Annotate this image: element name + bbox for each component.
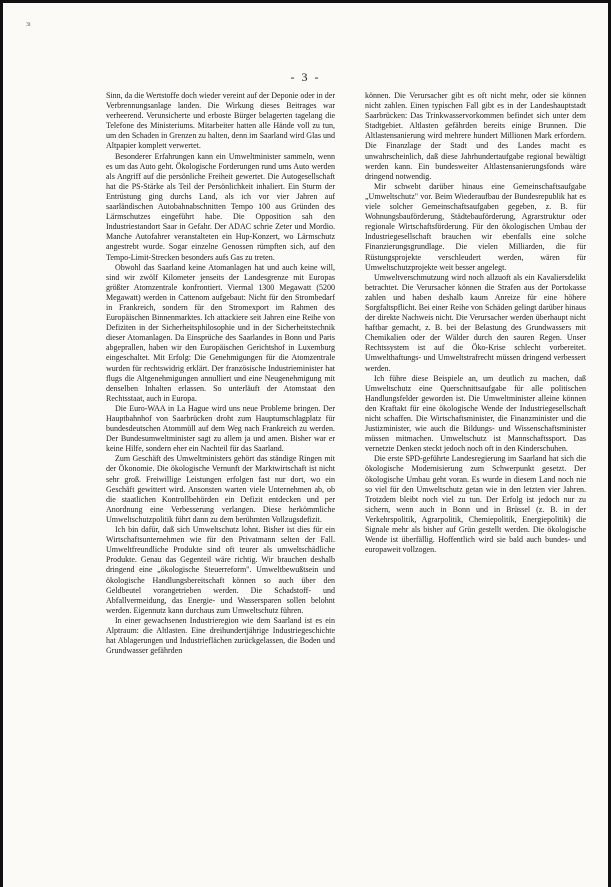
paragraph: können. Die Verursacher gibt es oft nicht mehr, oder sie können nicht zahlen. Einen typischen Fall gibt es in der Landeshauptstadt Saarbrücken: Das Trinkwasservorkommen befindet sich unter dem Stadtgebiet. Altlasten gefährden bereits einige Brunnen. Die Altlastensanierung wird mehrere hundert Millionen Mark erfordern. Die Finanzlage der Stadt und des Landes macht es unwahrscheinlich, daß diese Jahrhundertaufgabe regional bewältigt werden kann. Ein bundesweiter Altlastensanierungsfonds wäre dringend notwendig.	[365, 91, 586, 181]
paragraph: Ich bin dafür, daß sich Umweltschutz lohnt. Bisher ist dies für ein Wirtschaftsunternehmen wie für den Privatmann selten der Fall. Umweltfreundliche Produkte sind oft teurer als umweltschädliche Produkte. Genau das Gegenteil wäre richtig. Wir brauchen deshalb dringend eine „ökologische Steuerreform". Umweltbewußtsein und ökologische Handlungsbereitschaft können so auch über den Geldbeutel vorangetrieben werden. Die Schadstoff- und Abfallvermeidung, das Energie- und Wassersparen sollen belohnt werden. Eigennutz kann durchaus zum Umweltschutz führen.	[106, 525, 335, 615]
paragraph: Sinn, da die Wertstoffe doch wieder vereint auf der Deponie oder in der Verbrennungsanlage landen. Die Wirkung dieses Beitrages war verheerend. Verunsicherte und erboste Bürger belagerten tagelang die Telefone des Ministeriums. Mitarbeiter hatten alle Hände voll zu tun, um den Schaden in Grenzen zu halten, denn im Saarland wird Glas und Altpapier komplett verwertet.	[106, 91, 335, 151]
paragraph: Die Euro-WAA in La Hague wird uns neue Probleme bringen. Der Hauptbahnhof von Saarbrücken droht zum Hauptumschlagplatz für bundesdeutschen Atommüll auf dem Weg nach Frankreich zu werden. Der Bundesumweltminister sagt zu allem ja und amen. Bisher war er keine Hilfe, sondern eher ein Nachteil für das Saarland.	[106, 403, 335, 454]
paragraph: Die erste SPD-geführte Landesregierung im Saarland hat sich die ökologische Modernisierung zum Schwerpunkt gesetzt. Der ökologische Umbau geht voran. Es wurde in diesem Land noch nie so viel für den Umweltschutz getan wie in den letzten vier Jahren. Trotzdem bleibt noch viel zu tun. Der Erfolg ist jedoch nur zu sichern, wenn auch in Bonn und in Brüssel (z. B. in der Verkehrspolitik, Agrarpolitik, Chemiepolitik, Energiepolitik) die Signale mehr als bisher auf Grün gestellt werden. Die ökologische Wende ist überfällig. Hoffentlich wird sie bald auch bundes- und europaweit vollzogen.	[365, 454, 586, 555]
page-number: - 3 -	[290, 70, 321, 84]
paragraph: Obwohl das Saarland keine Atomanlagen hat und auch keine will, sind wir zwölf Kilometer jenseits der Landesgrenze mit Europas größter Atomzentrale konfrontiert. Viermal 1300 Megawatt (5200 Megawatt) werden in Cattenom aufgebaut: Nicht für den Strombedarf in Frankreich, sondern für den Stromexport im Rahmen des Europäischen Binnenmarktes. Ich attackiere seit Jahren eine Reihe von Defiziten in der Sicherheitsphilosophie und in der Sicherheitstechnik dieser Atomanlagen. Da Einsprüche des Saarlandes in Bonn und Paris abgeprallen, haben wir den Europäischen Gerichtshof in Luxemburg eingeschaltet. Mit Erfolg: Die Genehmigungen für die Atomzentrale wurden für rechtswidrig erklärt. Der französische Industrieminister hat flugs die Altgenehmigungen annulliert und eine Neugenehmigung mit denselben Inhalten erlassen. So unterläuft der Atomstaat den Rechtsstaat, auch in Europa.	[106, 262, 335, 403]
paragraph: Umweltverschmutzung wird noch allzuoft als ein Kavaliersdelikt betrachtet. Die Verursacher können die Strafen aus der Portokasse zahlen und haben deshalb kaum Anreize für eine höhere Sorgfaltspflicht. Bei einer Reihe von Schäden gelingt darüber hinaus der direkte Nachweis nicht. Die Verursacher werden überhaupt nicht haftbar gemacht, z. B. bei der Belastung des Grundwassers mit Chemikalien oder der Wälder durch den sauren Regen. Unser Rechtssystem ist auf die Öko-Krise schlecht vorbereitet. Umwelthaftungs- und Umweltstrafrecht müssen dringend verbessert werden.	[365, 272, 586, 373]
page-border-left	[0, 0, 3, 887]
paragraph: Mir schwebt darüber hinaus eine Gemeinschaftsaufgabe „Umweltschutz" vor. Beim Wiederaufbau der Bundesrepublik hat es viele solcher Gemeinschaftsaufgaben gegeben, z. B. für Wohnungsbauförderung, Städtebauförderung, Agrarstruktur oder regionale Wirtschaftsförderung. Für den ökologischen Umbau der Industriegesellschaft brauchen wir ebenfalls eine solche Finanzierungsgrundlage. Die vielen Milliarden, die für Rüstungsprojekte verschleudert werden, wären für Umweltschutzprojekte weit besser angelegt.	[365, 181, 586, 272]
right-column	[365, 91, 586, 555]
corner-mark: 3i	[26, 22, 31, 28]
paragraph: Zum Geschäft des Umweltministers gehört das ständige Ringen mit der Ökonomie. Die ökologische Vernunft der Marktwirtschaft ist nicht sehr groß. Freiwillige Leistungen erfolgen fast nur dort, wo ein Geschäft gewittert wird. Ansonsten warten viele Unternehmen ab, ob die staatlichen Kontrollbehörden ein Defizit entdecken und per Anordnung eine Verbesserung verlangen. Diese herkömmliche Umweltschutzpolitik führt dann zu dem berühmten Vollzugsdefizit.	[106, 454, 335, 524]
left-column	[106, 91, 335, 656]
paragraph: Besonderer Erfahrungen kann ein Umweltminister sammeln, wenn es um das Auto geht. Ökologische Forderungen rund ums Auto werden als Angriff auf die persönliche Freiheit gewertet. Die Autogesellschaft hat die PS-Stärke als Teil der Persönlichkeit inhaliert. Ein Sturm der Entrüstung ging durchs Land, als ich vor vier Jahren auf saarländischen Autobahnabschnitten Tempo 100 aus Gründen des Lärmschutzes eingeführt habe. Die Opposition sah den Industriestandort Saar in Gefahr. Der ADAC schrie Zeter und Mordio. Manche Autofahrer veranstalteten ein Hup-Konzert, wo Lärmschutz angestrebt wurde. Sogar einzelne Genossen rümpften sich, auf den Tempo-Limit-Strecken besonders aufs Gas zu treten.	[106, 151, 335, 262]
page-border-top	[0, 0, 611, 3]
paragraph: In einer gewachsenen Industrieregion wie dem Saarland ist es ein Alptraum: die Altlasten. Eine dreihundertjährige Industriegeschichte hat Ablagerungen und Industrieflächen zurückgelassen, die Boden und Grundwasser gefährden	[106, 615, 335, 656]
paragraph: Ich führe diese Beispiele an, um deutlich zu machen, daß Umweltschutz eine Querschnittsaufgabe für alle politischen Handlungsfelder geworden ist. Die Umweltminister alleine können den Kraftakt für eine ökologische Wende der Industriegesellschaft nicht schaffen. Die Wirtschaftsminister, die Finanzminister und die Justizminister, wie auch die Bildungs- und Wissenschaftsminister müssen mitmachen. Umweltschutz ist Mannschaftssport. Das vernetzte Denken steckt jedoch noch oft in den Kinderschuhen.	[365, 373, 586, 454]
